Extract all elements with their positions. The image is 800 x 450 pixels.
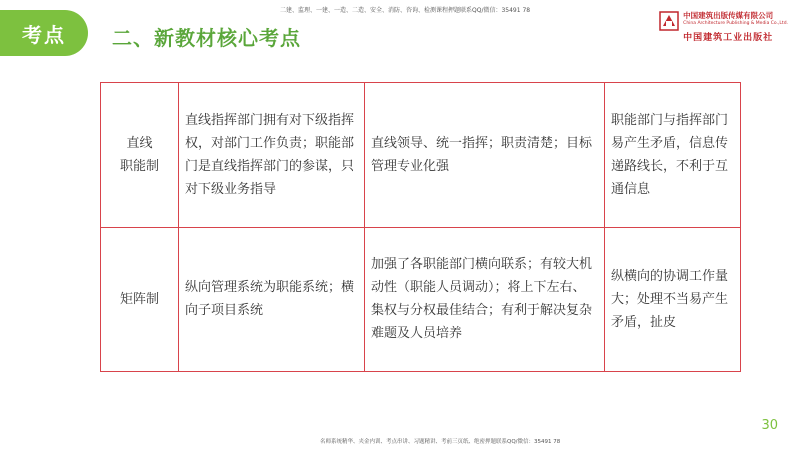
table-cell: 职能部门与指挥部门易产生矛盾，信息传递路线长，不利于互通信息 [605, 83, 741, 228]
topic-tag [0, 10, 88, 56]
comparison-table [100, 82, 741, 372]
publisher-logo-block [659, 10, 788, 43]
table-cell: 纵横向的协调工作量大；处理不当易产生矛盾，扯皮 [605, 227, 741, 372]
publisher-name-cn2: 中国建筑工业出版社 [683, 33, 774, 43]
bottom-note: 名师系统精华、夹金内训、考点串讲、习题精讲、考前三页纸、绝密押题联系QQ/微信：35491 78 [320, 439, 561, 445]
publisher-logo-icon [659, 11, 679, 31]
page-title: 二、新教材核心考点 [112, 26, 301, 50]
top-note: 二建、监理、一建、一造、二造、安全、消防、咨询、检测课程押题联系QQ/微信：35491 78 [280, 7, 531, 14]
table-cell: 直线指挥部门拥有对下级指挥权，对部门工作负责；职能部门是直线指挥部门的参谋，只对下级业务指导 [179, 83, 365, 228]
table-row [101, 227, 741, 372]
row-label: 直线 职能制 [101, 83, 179, 228]
publisher-name-cn: 中国建筑出版传媒有限公司 [683, 11, 774, 20]
page-number: 30 [761, 418, 778, 433]
table-cell: 加强了各职能部门横向联系；有较大机动性（职能人员调动）；将上下左右、集权与分权最佳结合；有利于解决复杂难题及人员培养 [365, 227, 605, 372]
table-row [101, 83, 741, 228]
table-cell: 纵向管理系统为职能系统；横向子项目系统 [179, 227, 365, 372]
table-cell: 直线领导、统一指挥；职责清楚；目标管理专业化强 [365, 83, 605, 228]
row-label: 矩阵制 [101, 227, 179, 372]
topic-tag-label: 考点 [22, 22, 66, 47]
publisher-name-en: China Architecture Publishing & Media Co.,Ltd. [683, 21, 788, 26]
